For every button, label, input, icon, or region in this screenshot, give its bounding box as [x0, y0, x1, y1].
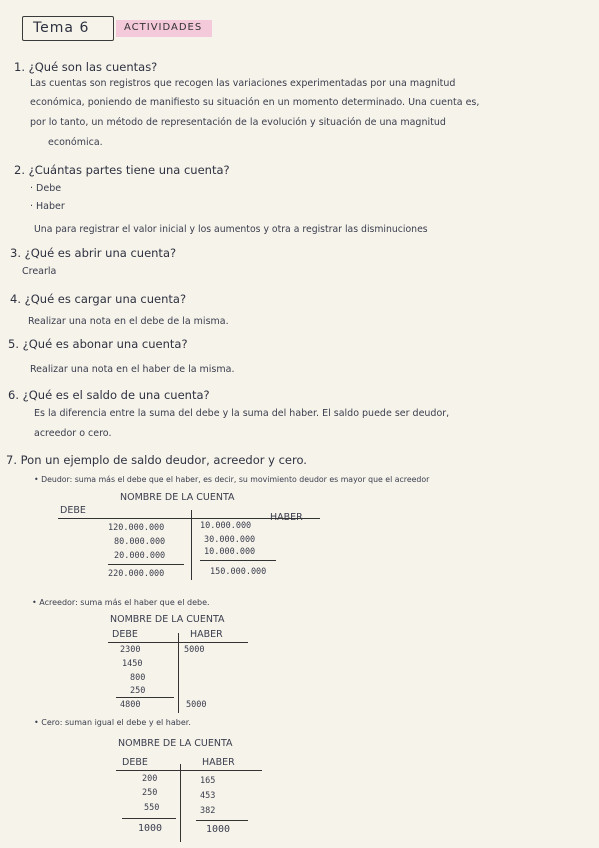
- cero-header-rule: [116, 770, 262, 771]
- acreedor-title: NOMBRE DE LA CUENTA: [110, 614, 225, 625]
- question-4: 4. ¿Qué es cargar una cuenta?: [10, 292, 187, 306]
- acreedor-debe-2: 1450: [122, 659, 143, 669]
- deudor-bullet: • Deudor: suma más el debe que el haber, es decir, su movimiento deudor es mayor que el acreedor: [34, 475, 430, 484]
- acreedor-debe-total: 4800: [120, 700, 141, 710]
- answer-2-line-1: Una para registrar el valor inicial y los aumentos y otra a registrar las disminuciones: [34, 224, 428, 235]
- tema-title: Tema 6: [22, 16, 114, 41]
- answer-6-line-2: acreedor o cero.: [34, 428, 112, 439]
- question-2: 2. ¿Cuántas partes tiene una cuenta?: [14, 163, 230, 177]
- deudor-debe-1: 120.000.000: [108, 523, 165, 533]
- cero-haber-3: 382: [200, 806, 216, 816]
- answer-2-item-haber: · Haber: [30, 201, 65, 212]
- deudor-debe-sum-rule: [108, 564, 184, 565]
- deudor-center-rule: [191, 510, 192, 580]
- cero-center-rule: [180, 764, 181, 842]
- cero-debe-sum-rule: [122, 818, 176, 819]
- deudor-debe-label: DEBE: [60, 505, 86, 516]
- acreedor-debe-sum-rule: [116, 697, 174, 698]
- answer-5: Realizar una nota en el haber de la misma.: [30, 364, 235, 375]
- question-3: 3. ¿Qué es abrir una cuenta?: [10, 246, 177, 260]
- cero-title: NOMBRE DE LA CUENTA: [118, 738, 233, 749]
- answer-3: Crearla: [22, 266, 57, 277]
- cero-debe-total: 1000: [138, 823, 163, 834]
- deudor-haber-3: 10.000.000: [204, 547, 256, 557]
- actividades-badge: ACTIVIDADES: [116, 20, 212, 37]
- cero-debe-2: 250: [142, 788, 158, 798]
- cero-haber-1: 165: [200, 776, 216, 786]
- cero-debe-1: 200: [142, 774, 158, 784]
- answer-1-line-2: económica, poniendo de manifiesto su situación en un momento determinado. Una cuenta es,: [30, 97, 480, 108]
- deudor-title: NOMBRE DE LA CUENTA: [120, 492, 235, 503]
- acreedor-center-rule: [178, 633, 179, 713]
- acreedor-haber-1: 5000: [184, 645, 205, 655]
- cero-bullet: • Cero: suman igual el debe y el haber.: [34, 718, 191, 727]
- question-5: 5. ¿Qué es abonar una cuenta?: [8, 337, 188, 351]
- cero-haber-label: HABER: [202, 757, 235, 768]
- deudor-haber-1: 10.000.000: [200, 521, 252, 531]
- cero-debe-3: 550: [144, 803, 160, 813]
- question-7: 7. Pon un ejemplo de saldo deudor, acreedor y cero.: [6, 453, 307, 467]
- deudor-haber-total: 150.000.000: [210, 567, 267, 577]
- answer-2-item-debe: · Debe: [30, 183, 62, 194]
- answer-1-line-3: por lo tanto, un método de representación de la evolución y situación de una magnitud: [30, 117, 446, 128]
- acreedor-haber-label: HABER: [190, 629, 223, 640]
- deudor-debe-3: 20.000.000: [114, 551, 166, 561]
- question-1: 1. ¿Qué son las cuentas?: [14, 60, 158, 74]
- acreedor-debe-3: 800: [130, 673, 146, 683]
- deudor-debe-total: 220.000.000: [108, 569, 165, 579]
- deudor-header-rule: [58, 518, 320, 519]
- acreedor-debe-label: DEBE: [112, 629, 138, 640]
- cero-haber-sum-rule: [196, 820, 248, 821]
- answer-1-line-1: Las cuentas son registros que recogen las variaciones experimentadas por una magnitud: [30, 78, 456, 89]
- deudor-debe-2: 80.000.000: [114, 537, 166, 547]
- acreedor-debe-1: 2300: [120, 645, 141, 655]
- answer-4: Realizar una nota en el debe de la misma.: [28, 316, 229, 327]
- deudor-haber-sum-rule: [200, 560, 276, 561]
- cero-haber-total: 1000: [206, 824, 231, 835]
- acreedor-haber-total: 5000: [186, 700, 207, 710]
- acreedor-bullet: • Acreedor: suma más el haber que el debe.: [32, 598, 210, 607]
- cero-haber-2: 453: [200, 791, 216, 801]
- question-6: 6. ¿Qué es el saldo de una cuenta?: [8, 388, 210, 402]
- deudor-haber-2: 30.000.000: [204, 535, 256, 545]
- acreedor-debe-4: 250: [130, 686, 146, 696]
- answer-1-line-4: económica.: [48, 137, 103, 148]
- answer-6-line-1: Es la diferencia entre la suma del debe y la suma del haber. El saldo puede ser deudor,: [34, 408, 450, 419]
- cero-debe-label: DEBE: [122, 757, 148, 768]
